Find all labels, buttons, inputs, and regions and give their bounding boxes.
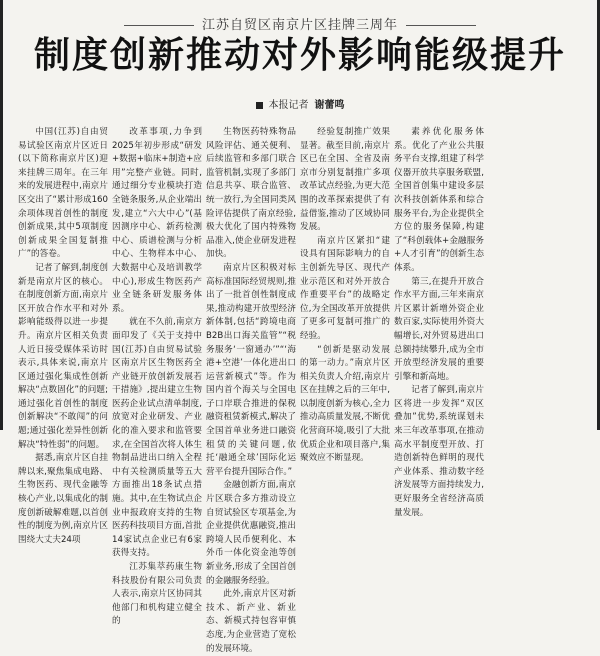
article-column bbox=[394, 126, 484, 518]
article-column bbox=[18, 126, 108, 545]
left-edge-line bbox=[0, 0, 3, 430]
paragraph: 据悉,南京片区自挂牌以来,聚焦集成电路、生物医药、现代金融等核心产业,以集成化的制度创新破解难题,以首创性的制度为例,南京片区围绕大丈夫24项 bbox=[18, 453, 108, 545]
paragraph: 金融创新方面,南京片区联合多方推动设立自贸试验区专项基金,为企业提供优惠融资,推出跨境人民币便利化、本外币一体化资金池等创新业务,形成了全国首创的金融服务经验。 bbox=[206, 480, 296, 586]
paragraph: 此外,南京片区对新技术、新产业、新业态、新模式持包容审慎态度,为企业营造了宽松的发展环境。 bbox=[206, 589, 296, 654]
article-column bbox=[206, 126, 296, 654]
paragraph: 生物医药特殊物品风险评估、通关便利、后续监管和多部门联合监管机制,实现了多部门信息共享、联合监管、统一放行,为全国同类风险评估提供了南京经验,极大优化了国内特殊物品准入,使企业研发进程加快。 bbox=[206, 127, 296, 260]
paragraph: 改革事项,力争到2025年初步形成“研发+数据+临床+制造+应用”完整产业链。同时,通过细分专业模块打造全链条服务,从企业端出发,建立“六大中心”(基因测序中心、新药检测中心、质谱检测与分析中心、生物样本中心、大数据中心及培训教学中心),形成生物医药产业全链条研发服务体系。 bbox=[112, 127, 202, 314]
paragraph: “创新是驱动发展的第一动力。”南京片区相关负责人介绍,南京片区在挂牌之后的三年中,以制度创新为核心,全力推动高质量发展,不断优化营商环境,吸引了大批优质企业和项目落户,集聚效应不断显现。 bbox=[300, 344, 390, 464]
paragraph: 第三,在提升开放合作水平方面,三年来南京片区累计新增外资企业数百家,实际使用外资大幅增长,对外贸易进出口总额持续攀升,成为全市开放型经济发展的重要引擎和新高地。 bbox=[394, 276, 484, 382]
byline-square-icon bbox=[256, 102, 263, 109]
byline-name: 谢蕾鸣 bbox=[314, 100, 345, 111]
paragraph: 南京片区紧扣“建设具有国际影响力的自主创新先导区、现代产业示范区和对外开放合作重要平台”的战略定位,为全国改革开放提供了更多可复制可推广的经验。 bbox=[300, 235, 390, 341]
paragraph: 中国(江苏)自由贸易试验区南京片区近日(以下简称南京片区)迎来挂牌三周年。在三年来的发展进程中,南京片区交出了“累计形成160余项体现首创性的制度创新成果,其中5项制度创新成果全国复制推广”的答卷。 bbox=[18, 127, 108, 260]
paragraph: 经验复制推广效果显著。截至目前,南京片区已在全国、全省及南京市分别复制推广多项改革试点经验,为更大范围的改革探索提供了有益借鉴,推动了区域协同发展。 bbox=[300, 127, 390, 233]
paragraph: 就在不久前,南京方面印发了《关于支持中国(江苏)自由贸易试验区南京片区生物医药全产业链开放创新发展若干措施》,提出建立生物医药企业试点清单制度,放宽对企业研发、产业化的准入要求和监管要求,在全国首次将人体生物制品进出口纳入全程中有关检测质量等五大方面推出18条试点措施。其中,在生物试点企业申报政府支持的生物医药科技项目方面,首批14家试点企业已有6家获得支持。 bbox=[112, 317, 202, 559]
paragraph: 江苏集萃药康生物科技股份有限公司负责人表示,南京片区协同其他部门和机构建立健全的 bbox=[112, 562, 202, 627]
kicker bbox=[0, 14, 600, 33]
headline: 制度创新推动对外影响能级提升 bbox=[33, 35, 566, 76]
kicker-rule-left bbox=[124, 25, 194, 26]
article-column bbox=[488, 126, 578, 426]
paragraph: 记者了解到,制度创新是南京片区的核心。在制度创新方面,南京片区开放合作水平和对外影响能级得以进一步提升。南京片区相关负责人近日接受媒体采访时表示,具体来说,南京片区通过强化集成性创新解决“点数固化”的问题;通过强化首创性的制度创新解决“不敢闯”的问题;通过强化差异性创新解决“特性弱”的问题。 bbox=[18, 262, 108, 450]
paragraph: 素养优化服务体系。优化了产业公共服务平台支撑,组建了科学仪器开放共享服务联盟,全国首创集中建设多层次科技创新体系和综合服务平台,为企业提供全方位的服务保障,构建了“科创载体+金融服务+人才引育”的创新生态体系。 bbox=[394, 127, 484, 273]
article-column bbox=[300, 126, 390, 464]
byline bbox=[0, 96, 600, 111]
paragraph: 南京片区积极对标高标准国际经贸规则,推出了一批首创性制度成果,推动构建开放型经济新体制,包括“跨境电商B2B出口海关监管”“税务服务‘一窗通办’”“‘海港+空港’一体化进出口运营新模式”等。作为国内首个海关与全国电子口岸联合推进的保税融资租赁新模式,解决了全国首单业务进口融资租赁的关键问题,依托‘融通全球’国际化运营平台提升国际合作。” bbox=[206, 262, 296, 477]
kicker-text: 江苏自贸区南京片区挂牌三周年 bbox=[201, 18, 398, 33]
article-body bbox=[18, 126, 584, 654]
kicker-rule-right bbox=[406, 25, 476, 26]
byline-prefix: 本报记者 bbox=[268, 100, 309, 111]
paragraph: 记者了解到,南京片区将进一步发挥“双区叠加”优势,系统谋划未来三年改革事项,在推动高水平制度型开放、打造创新特色鲜明的现代产业体系、推动数字经济发展等方面持续发力,更好服务全省经济高质量发展。 bbox=[394, 385, 484, 518]
article-column bbox=[112, 126, 202, 627]
